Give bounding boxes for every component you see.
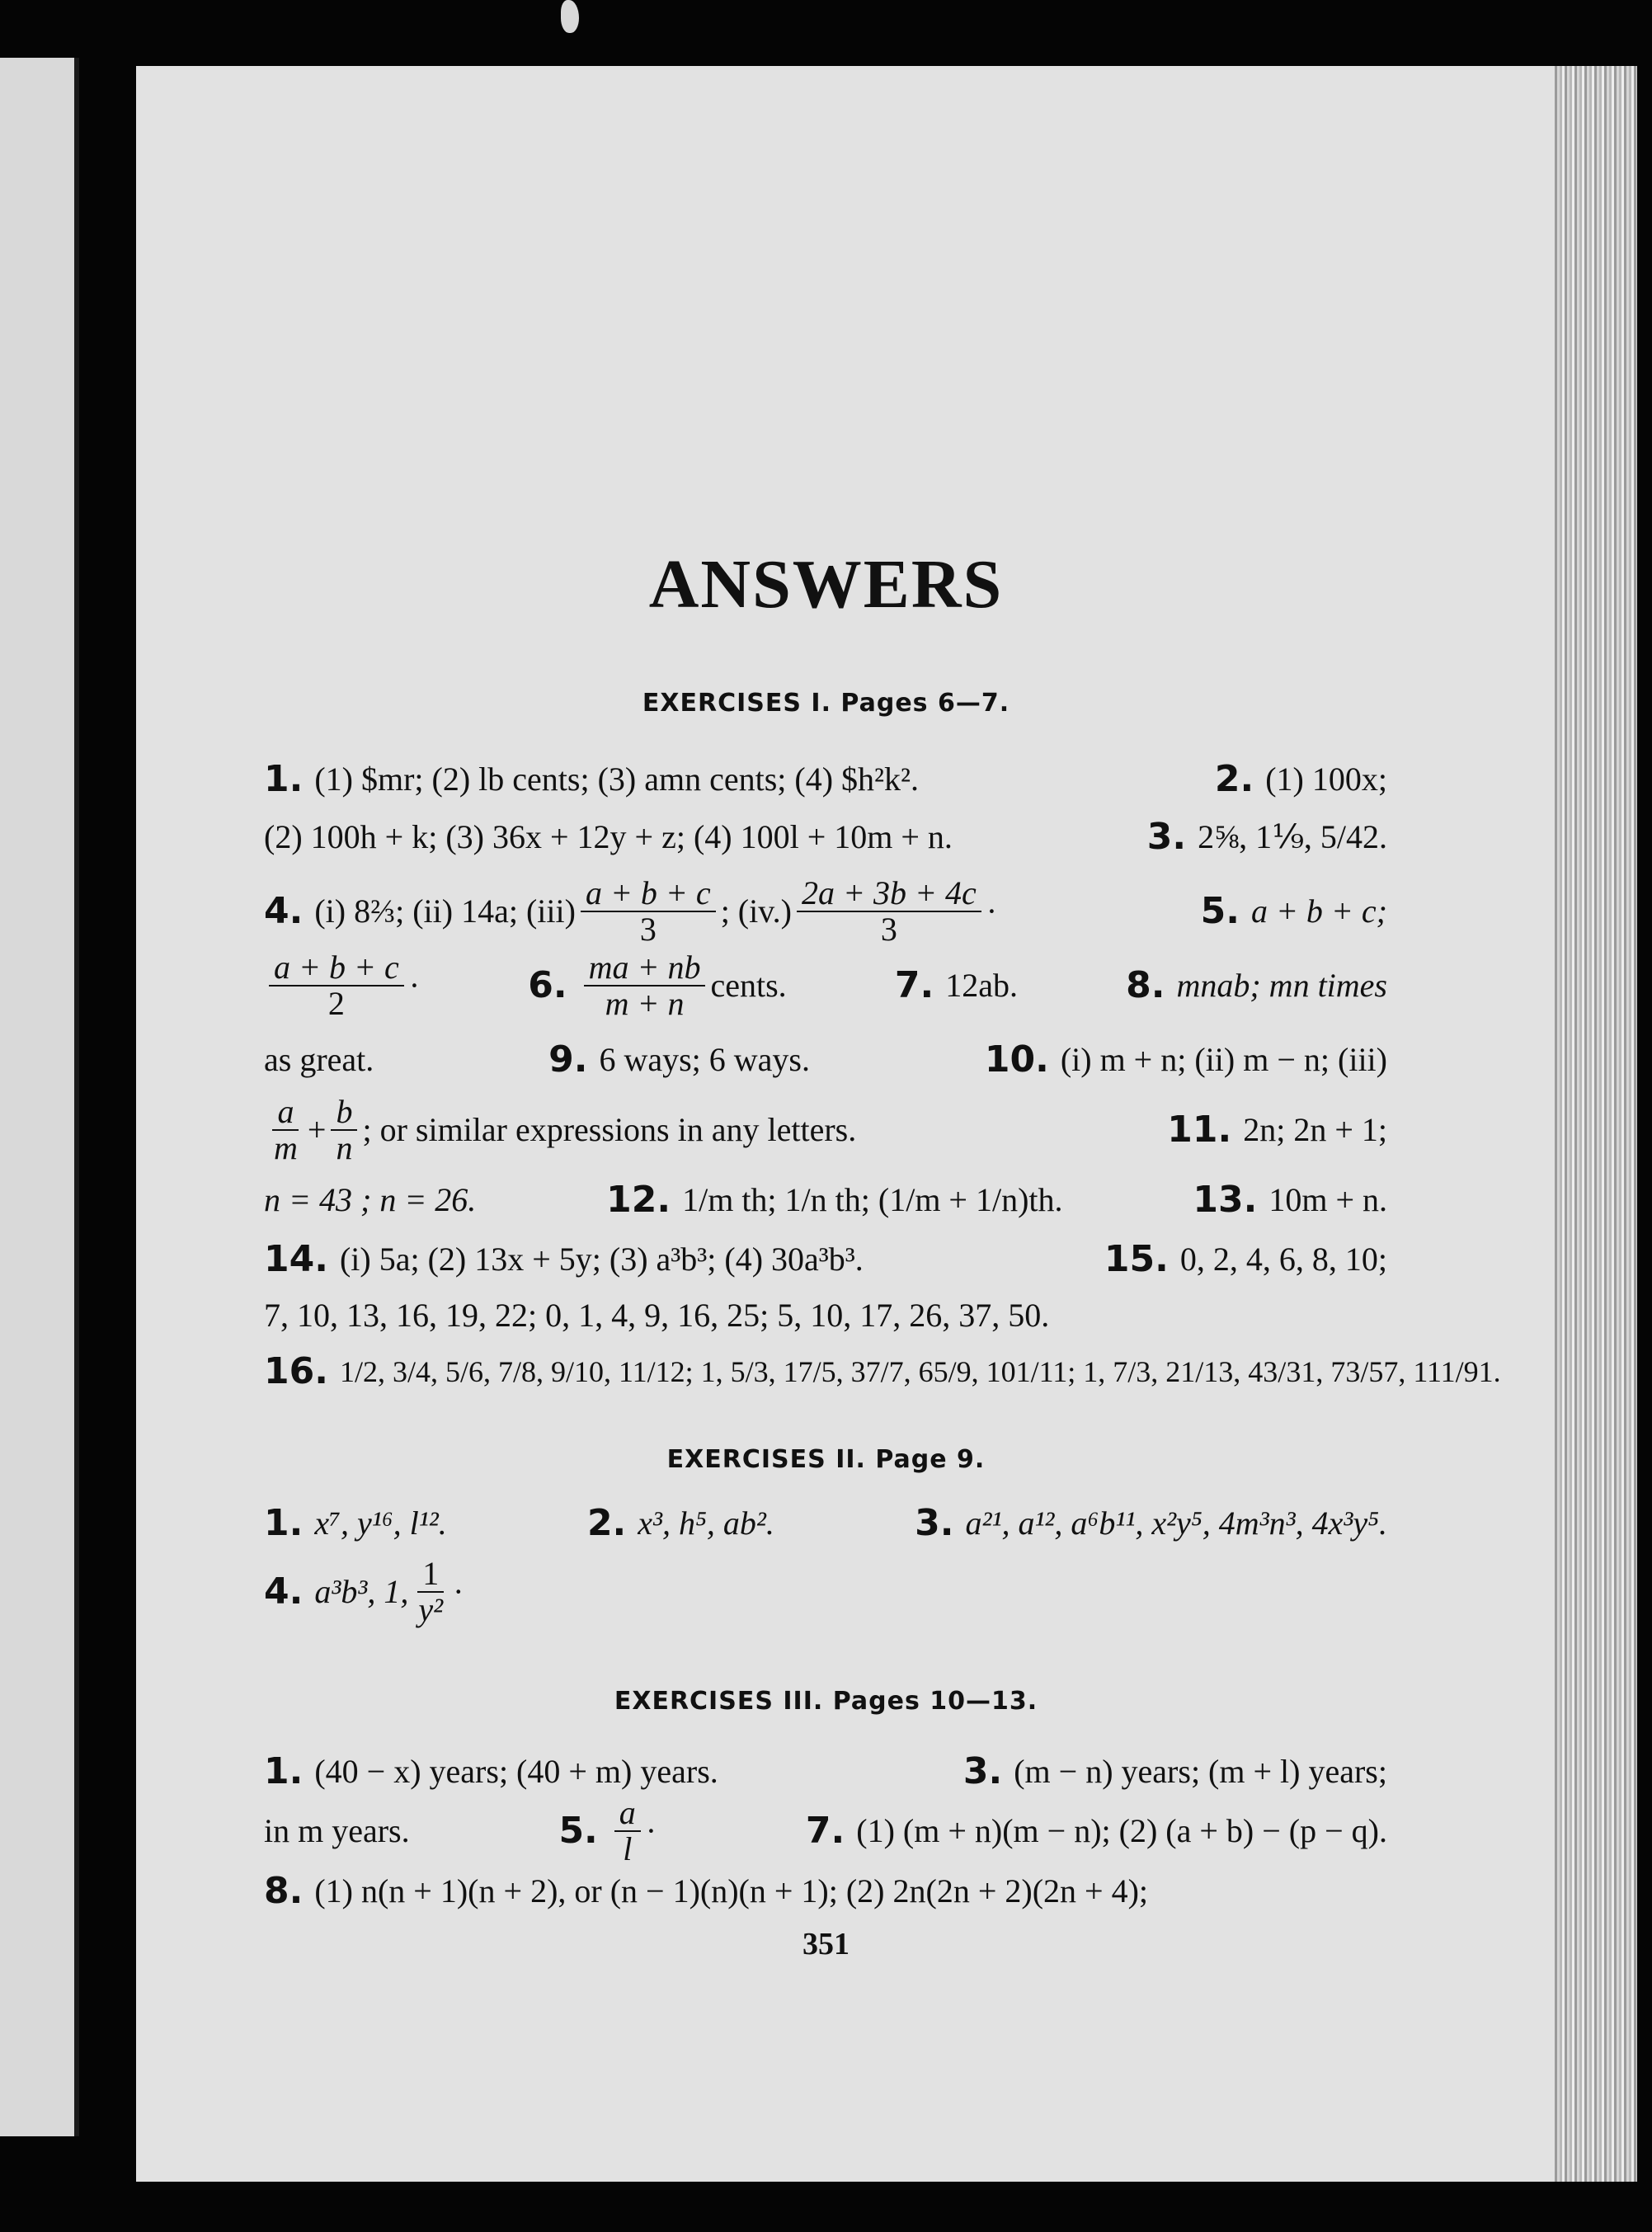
- ex1-line-3: [264, 874, 1387, 949]
- fraction: $\frac{b}{n}$: [331, 1095, 357, 1165]
- answer-number: 1.: [264, 1750, 304, 1792]
- fraction: $\frac{a}{m}$: [274, 1093, 298, 1166]
- ex3-line-1: [264, 1743, 1387, 1801]
- answer-number: 2.: [586, 1502, 627, 1544]
- answer-text: n = 43 ; n = 26.: [264, 1181, 477, 1218]
- answer-text: 7, 10, 13, 16, 19, 22; 0, 1, 4, 9, 16, 25; 5, 10, 17, 26, 37, 50.: [264, 1297, 1050, 1334]
- ex3-line-2: [264, 1794, 1387, 1867]
- fraction: $\frac{a + b + c}{3}$: [581, 876, 716, 947]
- answer-number: 10.: [984, 1038, 1049, 1081]
- answer-text: 12ab.: [945, 967, 1018, 1004]
- ex1-line-6: [264, 1093, 1387, 1167]
- answer-text: (1) (m + n)(m − n); (2) (a + b) − (p − q).: [856, 1812, 1387, 1849]
- ex1-line-7: [264, 1171, 1387, 1229]
- period: ·: [986, 892, 998, 930]
- answer-text: 0, 2, 4, 6, 8, 10;: [1179, 1241, 1387, 1278]
- answer-number: 14.: [264, 1238, 328, 1280]
- exercises-3-heading: EXERCISES III. Pages 10—13.: [614, 1687, 1038, 1716]
- answer-text: (40 − x) years; (40 + m) years.: [314, 1753, 718, 1790]
- answer-text: mnab; mn times: [1176, 967, 1387, 1004]
- answer-number: 12.: [606, 1179, 671, 1221]
- answer-number: 9.: [548, 1038, 588, 1081]
- answer-text: (1) $mr; (2) lb cents; (3) amn cents; (4) $h²k².: [314, 760, 920, 798]
- ex3-line-3: [264, 1862, 1387, 1920]
- answer-number: 3.: [962, 1750, 1003, 1792]
- answer-text: a + b + c;: [1250, 892, 1387, 930]
- answer-text: as great.: [264, 1041, 374, 1078]
- period: ·: [453, 1573, 464, 1610]
- answer-text: 2n; 2n + 1;: [1243, 1111, 1387, 1148]
- answer-text: 1/m th; 1/n th; (1/m + 1/n)th.: [682, 1181, 1063, 1218]
- ex1-line-5: [264, 1031, 1387, 1089]
- answer-number: 11.: [1167, 1109, 1232, 1151]
- answer-text: 6 ways; 6 ways.: [599, 1041, 810, 1078]
- answer-number: 4.: [264, 890, 304, 932]
- answer-text: in m years.: [264, 1812, 410, 1849]
- page-stack-edge: [1555, 66, 1637, 2182]
- answer-text: 2⅝, 1⅑, 5/42.: [1198, 818, 1387, 855]
- fraction: $\frac{a + b + c}{2}$: [269, 950, 404, 1021]
- answer-text: 10m + n.: [1268, 1181, 1387, 1218]
- answer-number: 8.: [1126, 964, 1165, 1006]
- fraction: $\frac{a}{l}$: [614, 1796, 641, 1867]
- facing-page-edge: [0, 58, 79, 2136]
- answer-text: ; (iv.): [720, 892, 792, 930]
- exercises-1-heading: EXERCISES I. Pages 6—7.: [642, 689, 1010, 718]
- answer-text: ; or similar expressions in any letters.: [362, 1111, 857, 1148]
- answer-text: (i) 5a; (2) 13x + 5y; (3) a³b³; (4) 30a³b³.: [339, 1241, 864, 1278]
- ex2-line-1: [264, 1495, 1387, 1552]
- page-number: 351: [802, 1927, 850, 1961]
- answer-number: 16.: [264, 1350, 328, 1392]
- answer-number: 2.: [1214, 758, 1254, 800]
- answer-text: (1) 100x;: [1265, 760, 1387, 798]
- answer-number: 1.: [264, 758, 304, 800]
- answer-text: (m − n) years; (m + l) years;: [1014, 1753, 1387, 1790]
- answer-number: 13.: [1193, 1179, 1258, 1221]
- period: ·: [408, 967, 421, 1004]
- answer-number: 1.: [264, 1502, 304, 1544]
- answer-text: x³, h⁵, ab².: [638, 1504, 774, 1542]
- answer-text: a³b³, 1,: [314, 1573, 409, 1610]
- answer-number: 6.: [528, 964, 567, 1006]
- ex1-line-2: [264, 808, 1387, 866]
- exercises-2-heading: EXERCISES II. Page 9.: [666, 1445, 986, 1474]
- answer-number: 4.: [264, 1570, 304, 1613]
- plus-sign: +: [307, 1111, 327, 1148]
- answer-number: 3.: [1146, 816, 1187, 858]
- answer-text: (i) 8⅔; (ii) 14a; (iii): [314, 892, 576, 930]
- answer-text: cents.: [710, 967, 787, 1004]
- answer-number: 8.: [264, 1870, 304, 1912]
- ex1-line-1: [264, 751, 1387, 808]
- answer-text: a²¹, a¹², a⁶b¹¹, x²y⁵, 4m³n³, 4x³y⁵.: [965, 1504, 1387, 1542]
- ex1-line-8: [264, 1231, 1387, 1288]
- answer-number: 15.: [1104, 1238, 1169, 1280]
- answer-number: 5.: [1200, 890, 1240, 932]
- answer-number: 7.: [894, 964, 934, 1006]
- answer-text: (1) n(n + 1)(n + 2), or (n − 1)(n)(n + 1); (2) 2n(2n + 2)(2n + 4);: [314, 1872, 1149, 1909]
- period: ·: [645, 1812, 657, 1849]
- ex1-line-10: [264, 1343, 1501, 1401]
- fraction: $\frac{1}{\text{y²}}$: [418, 1555, 444, 1628]
- page-title: ANSWERS: [648, 546, 1004, 623]
- answer-number: 5.: [558, 1810, 598, 1852]
- ex2-line-2: [264, 1555, 1387, 1629]
- answer-text: (i) m + n; (ii) m − n; (iii): [1060, 1041, 1387, 1078]
- fraction: $\frac{2a + 3b + 4c}{3}$: [797, 876, 981, 947]
- answer-text: x⁷, y¹⁶, l¹².: [314, 1504, 447, 1542]
- ex1-line-4: [264, 949, 1387, 1023]
- ex1-line-9: [264, 1287, 1387, 1344]
- answer-number: 7.: [805, 1810, 845, 1852]
- fraction: $\frac{ma + nb}{m + n}$: [584, 950, 706, 1021]
- answer-text: 1/2, 3/4, 5/6, 7/8, 9/10, 11/12; 1, 5/3, 17/5, 37/7, 65/9, 101/11; 1, 7/3, 21/13, 43/31, 73/57, 111/91.: [339, 1355, 1501, 1388]
- answer-text: (2) 100h + k; (3) 36x + 12y + z; (4) 100l + 10m + n.: [264, 818, 953, 855]
- scan-speck: [561, 0, 579, 33]
- answer-number: 3.: [915, 1502, 954, 1544]
